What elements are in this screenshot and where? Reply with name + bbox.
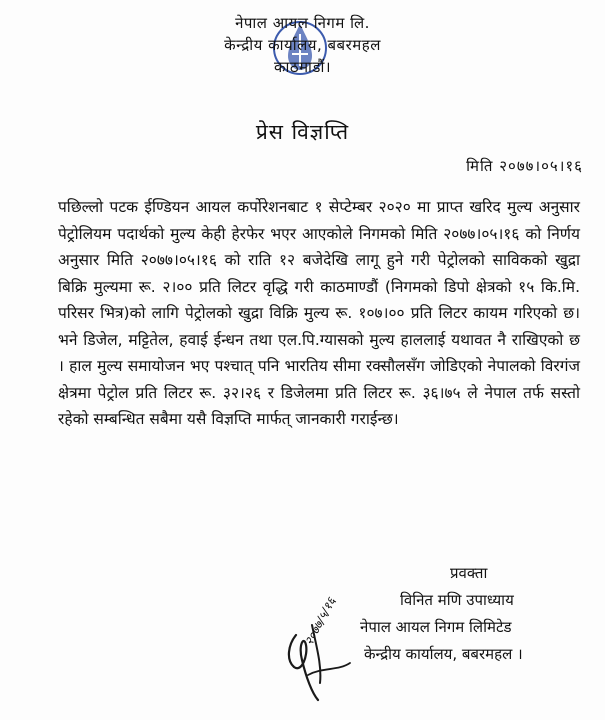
- office-address: केन्द्रीय कार्यालय, बबरमहल: [224, 36, 381, 54]
- release-date: मिति २०७७।०५।१६: [466, 157, 583, 175]
- release-body: पछिल्लो पटक ईण्डियन आयल कर्पोरेशनबाट १ सेप्टेम्बर २०२० मा प्राप्त खरिद मुल्य अनुसार पेट्रोलियम पदार्थको मुल्य केही हेरफेर भएर आएकोले निगमको मिति २०७७।०५।१६ को निर्णय अनुसार मिति २०७७।०५।१६ को राति १२ बजेदेखि लागू हुने गरी पेट्रोलको साविकको खुद्रा बिक्रि मुल्यमा रू. २।०० प्रति लिटर वृद्धि गरी काठमाण्डौं (निगमको डिपो क्षेत्रको १५ कि.मि. परिसर भित्र)को लागि पेट्रोलको खुद्रा विक्रि मुल्य रू. १०७।०० प्रति लिटर कायम गरिएको छ। भने डिजेल, मट्टितेल, हवाई ईन्धन तथा एल.पि.ग्यासको मुल्य हाललाई यथावत नै राखिएको छ । हाल मुल्य समायोजन भए पश्चात् पनि भारतिय सीमा रक्सौलसँग जोडिएको नेपालको विरगंज क्षेत्रमा पेट्रोल प्रति लिटर रू. ३२।२६ र डिजेलमा प्रति लिटर रू. ३६।७५ ले नेपाल तर्फ सस्तो रहेको सम्बन्धित सबैमा यसै विज्ञप्ति मार्फत् जानकारी गराईन्छ।: [58, 198, 580, 428]
- letterhead: [0, 12, 605, 78]
- company-office: केन्द्रीय कार्यालय, बबरमहल ।: [364, 645, 523, 663]
- company-name: नेपाल आयल निगम लिमिटेड: [360, 618, 512, 636]
- city-name: काठमाडौं।: [273, 58, 332, 76]
- spokesperson-role: प्रवक्ता: [450, 564, 488, 582]
- org-name: नेपाल आयल निगम लि.: [235, 14, 370, 32]
- handwritten-date: २०७७/५/१६: [301, 595, 339, 648]
- spokesperson-name: विनित मणि उपाध्याय: [400, 591, 514, 609]
- signature-block: [360, 560, 523, 668]
- page-title: प्रेस विज्ञप्ति: [255, 120, 350, 144]
